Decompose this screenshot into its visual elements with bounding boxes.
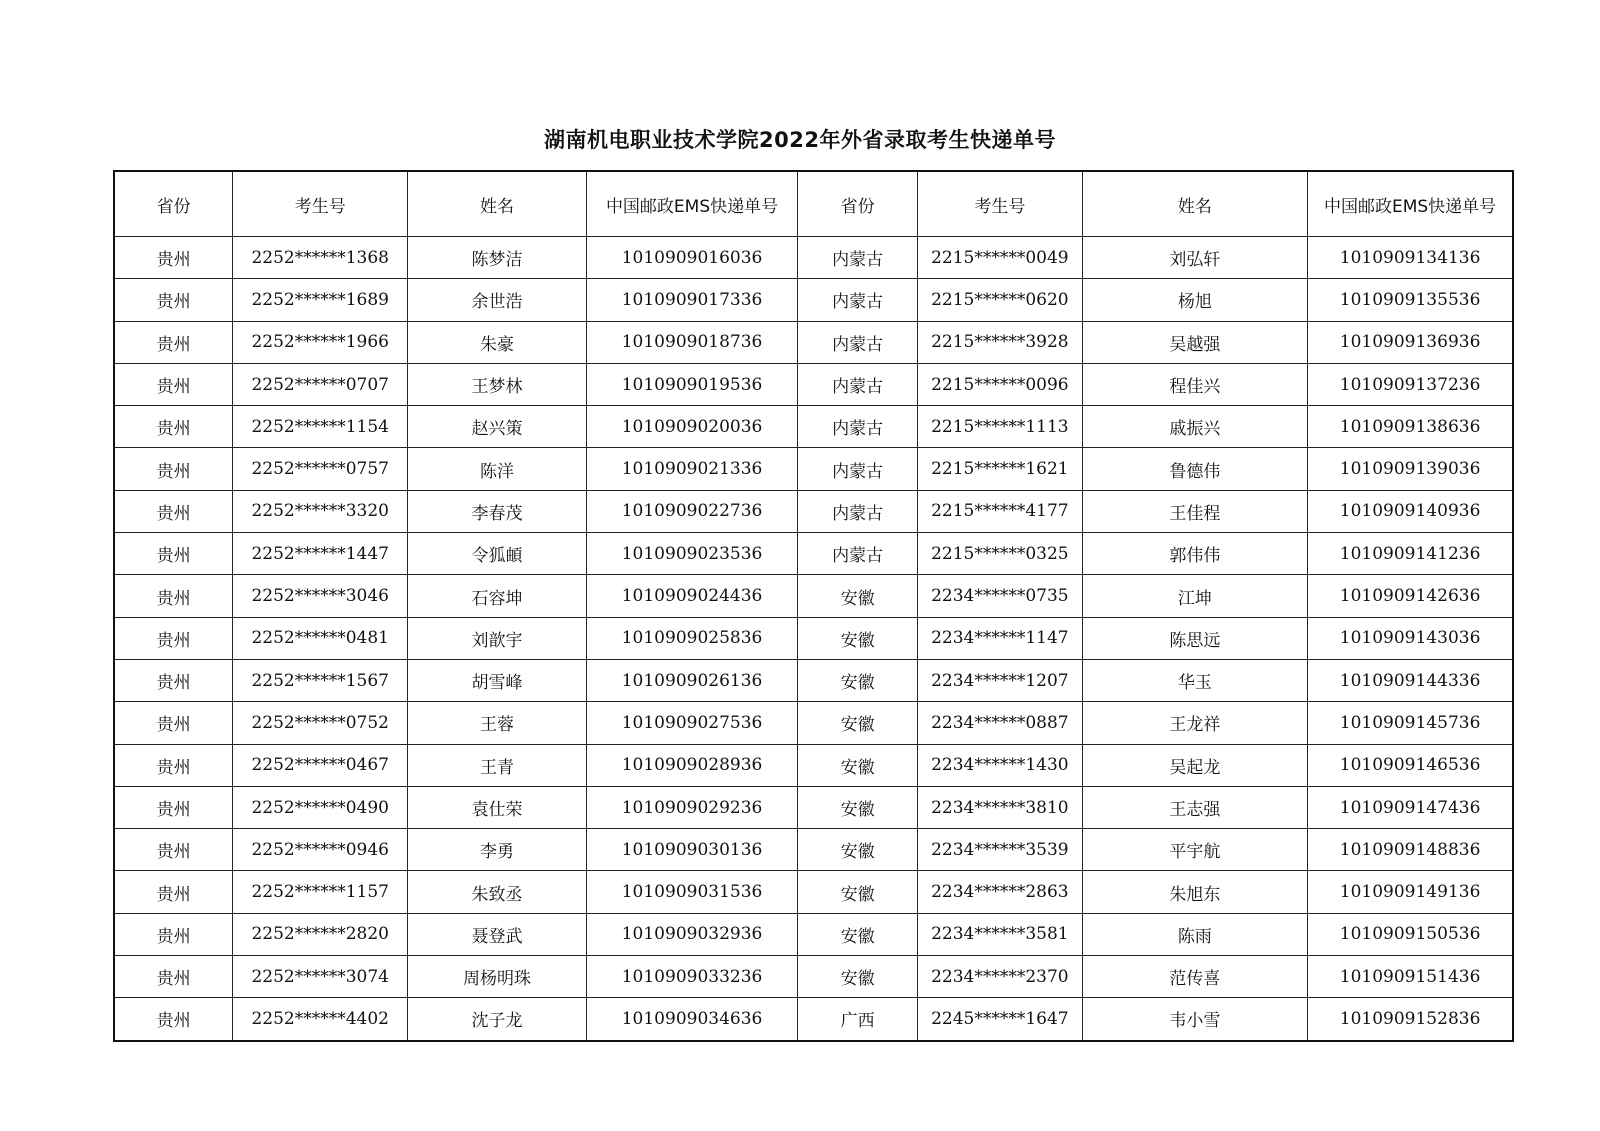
exam-number-cell: 2234******1207 (918, 659, 1083, 701)
name-cell: 赵兴策 (408, 406, 587, 448)
ems-number-cell: 1010909139036 (1308, 448, 1513, 490)
province-cell: 安徽 (798, 786, 918, 828)
province-cell: 贵州 (114, 279, 233, 321)
exam-number-cell: 2215******0620 (918, 279, 1083, 321)
table-row (114, 956, 1513, 998)
exam-number-cell: 2252******1567 (233, 659, 408, 701)
exam-number-cell: 2252******0481 (233, 617, 408, 659)
table-row (114, 406, 1513, 448)
header-exam-number: 考生号 (233, 171, 408, 237)
province-cell: 安徽 (798, 659, 918, 701)
exam-number-cell: 2252******0490 (233, 786, 408, 828)
ems-number-cell: 1010909150536 (1308, 913, 1513, 955)
ems-number-cell: 1010909019536 (586, 363, 797, 405)
table-row (114, 786, 1513, 828)
header-province-2: 省份 (798, 171, 918, 237)
name-cell: 杨旭 (1082, 279, 1308, 321)
province-cell: 贵州 (114, 998, 233, 1041)
ems-number-cell: 1010909145736 (1308, 702, 1513, 744)
table-row (114, 533, 1513, 575)
name-cell: 刘歆宇 (408, 617, 587, 659)
name-cell: 周杨明珠 (408, 956, 587, 998)
table-row (114, 913, 1513, 955)
name-cell: 王青 (408, 744, 587, 786)
ems-number-cell: 1010909017336 (586, 279, 797, 321)
province-cell: 贵州 (114, 744, 233, 786)
province-cell: 贵州 (114, 956, 233, 998)
table-row (114, 871, 1513, 913)
province-cell: 内蒙古 (798, 279, 918, 321)
exam-number-cell: 2252******1157 (233, 871, 408, 913)
exam-number-cell: 2215******4177 (918, 490, 1083, 532)
ems-number-cell: 1010909028936 (586, 744, 797, 786)
name-cell: 陈思远 (1082, 617, 1308, 659)
document-title: 湖南机电职业技术学院2022年外省录取考生快递单号 (544, 128, 1056, 152)
name-cell: 江坤 (1082, 575, 1308, 617)
province-cell: 安徽 (798, 829, 918, 871)
ems-number-cell: 1010909026136 (586, 659, 797, 701)
name-cell: 范传喜 (1082, 956, 1308, 998)
table-row (114, 744, 1513, 786)
table-body (114, 237, 1513, 1041)
exam-number-cell: 2234******3810 (918, 786, 1083, 828)
exam-number-cell: 2234******0887 (918, 702, 1083, 744)
exam-number-cell: 2252******3320 (233, 490, 408, 532)
province-cell: 内蒙古 (798, 406, 918, 448)
province-cell: 贵州 (114, 406, 233, 448)
ems-number-cell: 1010909142636 (1308, 575, 1513, 617)
province-cell: 贵州 (114, 786, 233, 828)
table-row (114, 490, 1513, 532)
province-cell: 安徽 (798, 913, 918, 955)
ems-number-cell: 1010909141236 (1308, 533, 1513, 575)
province-cell: 贵州 (114, 490, 233, 532)
exam-number-cell: 2234******3539 (918, 829, 1083, 871)
name-cell: 平宇航 (1082, 829, 1308, 871)
province-cell: 贵州 (114, 617, 233, 659)
province-cell: 内蒙古 (798, 448, 918, 490)
ems-number-cell: 1010909149136 (1308, 871, 1513, 913)
name-cell: 刘弘轩 (1082, 237, 1308, 279)
name-cell: 令狐頔 (408, 533, 587, 575)
name-cell: 余世浩 (408, 279, 587, 321)
province-cell: 安徽 (798, 871, 918, 913)
table-row (114, 617, 1513, 659)
name-cell: 吴起龙 (1082, 744, 1308, 786)
name-cell: 朱旭东 (1082, 871, 1308, 913)
name-cell: 李春茂 (408, 490, 587, 532)
exam-number-cell: 2252******1447 (233, 533, 408, 575)
exam-number-cell: 2234******2370 (918, 956, 1083, 998)
ems-number-cell: 1010909032936 (586, 913, 797, 955)
province-cell: 安徽 (798, 744, 918, 786)
exam-number-cell: 2234******3581 (918, 913, 1083, 955)
ems-number-cell: 1010909140936 (1308, 490, 1513, 532)
name-cell: 戚振兴 (1082, 406, 1308, 448)
table-row (114, 448, 1513, 490)
name-cell: 沈子龙 (408, 998, 587, 1041)
name-cell: 胡雪峰 (408, 659, 587, 701)
province-cell: 贵州 (114, 702, 233, 744)
exam-number-cell: 2252******0707 (233, 363, 408, 405)
header-ems-number: 中国邮政EMS快递单号 (586, 171, 797, 237)
ems-number-cell: 1010909135536 (1308, 279, 1513, 321)
exam-number-cell: 2252******2820 (233, 913, 408, 955)
ems-number-cell: 1010909025836 (586, 617, 797, 659)
exam-number-cell: 2215******3928 (918, 321, 1083, 363)
ems-number-cell: 1010909024436 (586, 575, 797, 617)
header-name: 姓名 (408, 171, 587, 237)
exam-number-cell: 2234******1430 (918, 744, 1083, 786)
name-cell: 华玉 (1082, 659, 1308, 701)
table-row (114, 321, 1513, 363)
ems-number-cell: 1010909151436 (1308, 956, 1513, 998)
province-cell: 贵州 (114, 575, 233, 617)
header-province: 省份 (114, 171, 233, 237)
name-cell: 聂登武 (408, 913, 587, 955)
province-cell: 内蒙古 (798, 321, 918, 363)
exam-number-cell: 2252******0946 (233, 829, 408, 871)
ems-number-cell: 1010909144336 (1308, 659, 1513, 701)
province-cell: 安徽 (798, 575, 918, 617)
province-cell: 广西 (798, 998, 918, 1041)
ems-number-cell: 1010909034636 (586, 998, 797, 1041)
province-cell: 贵州 (114, 659, 233, 701)
ems-number-cell: 1010909146536 (1308, 744, 1513, 786)
province-cell: 内蒙古 (798, 237, 918, 279)
header-ems-number-2: 中国邮政EMS快递单号 (1308, 171, 1513, 237)
exam-number-cell: 2252******3046 (233, 575, 408, 617)
name-cell: 郭伟伟 (1082, 533, 1308, 575)
province-cell: 贵州 (114, 533, 233, 575)
table-row (114, 237, 1513, 279)
name-cell: 韦小雪 (1082, 998, 1308, 1041)
table-row (114, 829, 1513, 871)
name-cell: 王龙祥 (1082, 702, 1308, 744)
header-name-2: 姓名 (1082, 171, 1308, 237)
ems-number-cell: 1010909029236 (586, 786, 797, 828)
exam-number-cell: 2215******0325 (918, 533, 1083, 575)
name-cell: 鲁德伟 (1082, 448, 1308, 490)
province-cell: 贵州 (114, 363, 233, 405)
province-cell: 安徽 (798, 617, 918, 659)
ems-number-cell: 1010909152836 (1308, 998, 1513, 1041)
province-cell: 安徽 (798, 702, 918, 744)
table-row (114, 363, 1513, 405)
exam-number-cell: 2215******1621 (918, 448, 1083, 490)
exam-number-cell: 2252******1154 (233, 406, 408, 448)
province-cell: 安徽 (798, 956, 918, 998)
name-cell: 朱致丞 (408, 871, 587, 913)
exam-number-cell: 2252******3074 (233, 956, 408, 998)
ems-number-cell: 1010909018736 (586, 321, 797, 363)
exam-number-cell: 2245******1647 (918, 998, 1083, 1041)
ems-number-cell: 1010909023536 (586, 533, 797, 575)
name-cell: 吴越强 (1082, 321, 1308, 363)
province-cell: 贵州 (114, 321, 233, 363)
province-cell: 贵州 (114, 237, 233, 279)
exam-number-cell: 2252******4402 (233, 998, 408, 1041)
name-cell: 程佳兴 (1082, 363, 1308, 405)
table-row (114, 279, 1513, 321)
table-row (114, 575, 1513, 617)
ems-number-cell: 1010909020036 (586, 406, 797, 448)
province-cell: 贵州 (114, 913, 233, 955)
exam-number-cell: 2252******1689 (233, 279, 408, 321)
ems-number-cell: 1010909147436 (1308, 786, 1513, 828)
name-cell: 王蓉 (408, 702, 587, 744)
ems-number-cell: 1010909016036 (586, 237, 797, 279)
province-cell: 内蒙古 (798, 490, 918, 532)
ems-number-cell: 1010909136936 (1308, 321, 1513, 363)
table-row (114, 659, 1513, 701)
exam-number-cell: 2252******0467 (233, 744, 408, 786)
name-cell: 陈洋 (408, 448, 587, 490)
province-cell: 内蒙古 (798, 363, 918, 405)
province-cell: 贵州 (114, 829, 233, 871)
ems-number-cell: 1010909033236 (586, 956, 797, 998)
name-cell: 王梦林 (408, 363, 587, 405)
province-cell: 内蒙古 (798, 533, 918, 575)
table-header-row (114, 171, 1513, 237)
name-cell: 李勇 (408, 829, 587, 871)
ems-number-cell: 1010909021336 (586, 448, 797, 490)
ems-number-cell: 1010909022736 (586, 490, 797, 532)
table-row (114, 998, 1513, 1041)
name-cell: 石容坤 (408, 575, 587, 617)
name-cell: 袁仕荣 (408, 786, 587, 828)
ems-number-cell: 1010909138636 (1308, 406, 1513, 448)
header-exam-number-2: 考生号 (918, 171, 1083, 237)
exam-number-cell: 2215******1113 (918, 406, 1083, 448)
name-cell: 王志强 (1082, 786, 1308, 828)
ems-number-cell: 1010909143036 (1308, 617, 1513, 659)
ems-number-cell: 1010909031536 (586, 871, 797, 913)
exam-number-cell: 2215******0096 (918, 363, 1083, 405)
ems-number-cell: 1010909148836 (1308, 829, 1513, 871)
name-cell: 朱豪 (408, 321, 587, 363)
name-cell: 王佳程 (1082, 490, 1308, 532)
exam-number-cell: 2252******0757 (233, 448, 408, 490)
ems-number-cell: 1010909137236 (1308, 363, 1513, 405)
exam-number-cell: 2234******2863 (918, 871, 1083, 913)
exam-number-cell: 2252******1966 (233, 321, 408, 363)
table-row (114, 702, 1513, 744)
province-cell: 贵州 (114, 448, 233, 490)
exam-number-cell: 2234******0735 (918, 575, 1083, 617)
ems-number-cell: 1010909134136 (1308, 237, 1513, 279)
express-table (113, 170, 1514, 1042)
ems-number-cell: 1010909030136 (586, 829, 797, 871)
name-cell: 陈雨 (1082, 913, 1308, 955)
exam-number-cell: 2252******0752 (233, 702, 408, 744)
exam-number-cell: 2252******1368 (233, 237, 408, 279)
name-cell: 陈梦洁 (408, 237, 587, 279)
ems-number-cell: 1010909027536 (586, 702, 797, 744)
exam-number-cell: 2215******0049 (918, 237, 1083, 279)
exam-number-cell: 2234******1147 (918, 617, 1083, 659)
province-cell: 贵州 (114, 871, 233, 913)
